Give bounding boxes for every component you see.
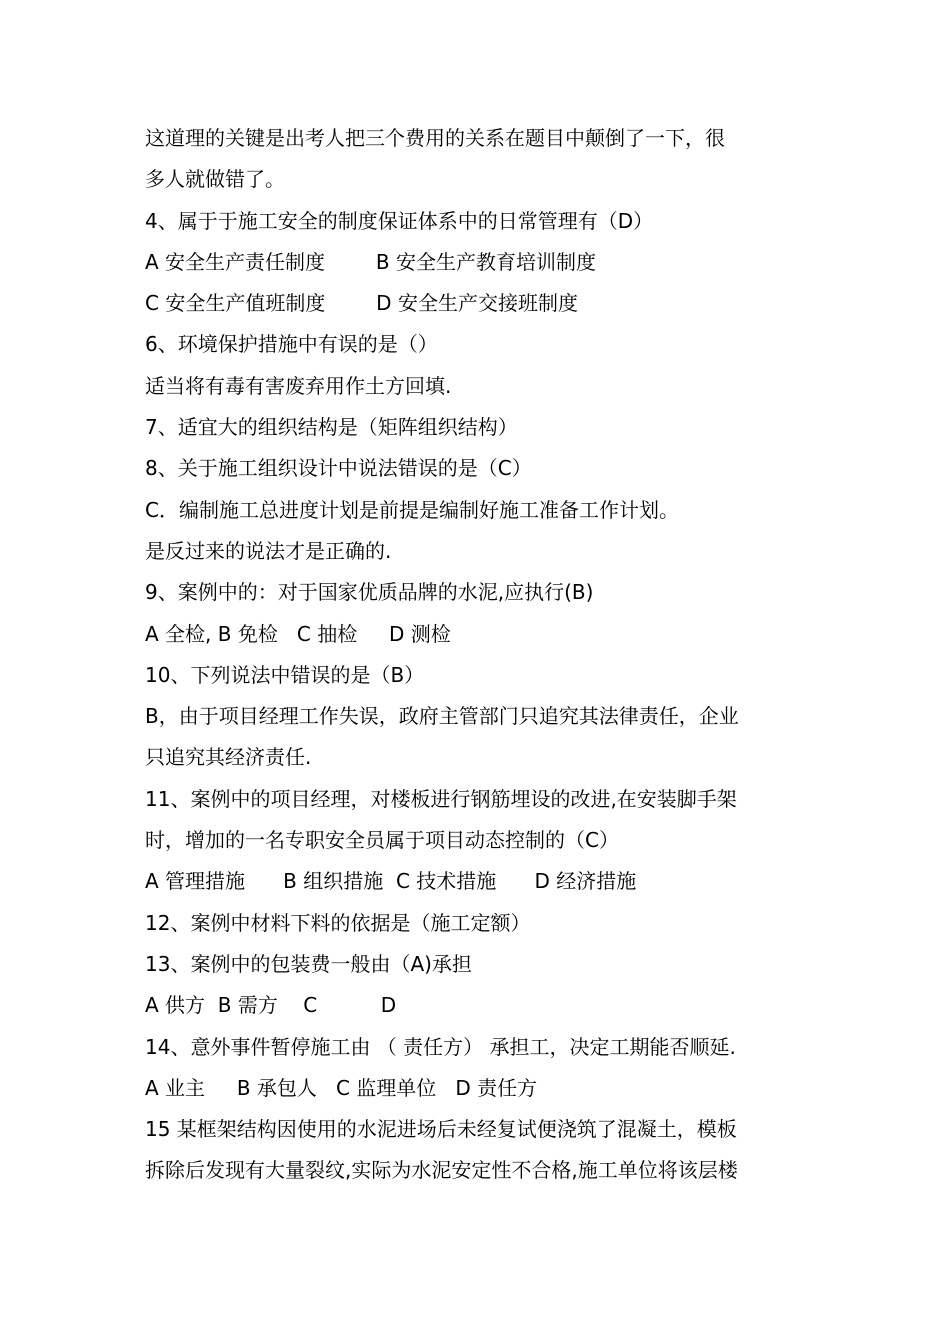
question-11-options: A 管理措施 B 组织措施 C 技术措施 D 经济措施: [145, 869, 637, 894]
text-line: 多人就做错了。: [145, 167, 285, 192]
question-14: 14、意外事件暂停施工由 （ 责任方） 承担工，决定工期能否顺延.: [145, 1034, 736, 1059]
question-10-answer: B，由于项目经理工作失误，政府主管部门只追究其法律责任，企业: [145, 704, 739, 729]
question-6-answer: 适当将有毒有害废弃用作土方回填.: [145, 373, 452, 398]
question-12: 12、案例中材料下料的依据是（施工定额）: [145, 910, 531, 935]
question-4-options-ab: A 安全生产责任制度 B 安全生产教育培训制度: [145, 249, 596, 274]
question-7: 7、适宜大的组织结构是（矩阵组织结构）: [145, 415, 518, 440]
document-body: [145, 118, 815, 1192]
question-10-answer-cont: 只追究其经济责任.: [145, 745, 312, 770]
text-line: 这道理的关键是出考人把三个费用的关系在题目中颠倒了一下，很: [145, 126, 725, 150]
question-15: 15 某框架结构因使用的水泥进场后未经复试便浇筑了混凝土，模板: [145, 1117, 737, 1142]
question-13: 13、案例中的包装费一般由（A)承担: [145, 951, 472, 976]
question-4: 4、属于于施工安全的制度保证体系中的日常管理有（D）: [145, 208, 654, 233]
question-14-options: A 业主 B 承包人 C 监理单位 D 责任方: [145, 1075, 538, 1100]
question-11: 11、案例中的项目经理，对楼板进行钢筋埋设的改进,在安装脚手架: [145, 786, 737, 811]
question-11-cont: 时，增加的一名专职安全员属于项目动态控制的（C）: [145, 828, 619, 853]
question-10: 10、下列说法中错误的是（B）: [145, 662, 425, 687]
question-13-options: A 供方 B 需方 C D: [145, 993, 397, 1018]
question-9-options: A 全检, B 免检 C 抽检 D 测检: [145, 621, 451, 646]
question-9: 9、案例中的：对于国家优质品牌的水泥,应执行(B): [145, 580, 594, 605]
question-8: 8、关于施工组织设计中说法错误的是（C）: [145, 456, 532, 481]
question-4-options-cd: C 安全生产值班制度 D 安全生产交接班制度: [145, 291, 578, 316]
question-8-note: 是反过来的说法才是正确的.: [145, 538, 392, 563]
question-6: 6、环境保护措施中有误的是（）: [145, 332, 438, 357]
question-8-answer: C．编制施工总进度计划是前提是编制好施工准备工作计划。: [145, 497, 679, 522]
question-15-cont: 拆除后发现有大量裂纹,实际为水泥安定性不合格,施工单位将该层楼: [145, 1158, 738, 1183]
